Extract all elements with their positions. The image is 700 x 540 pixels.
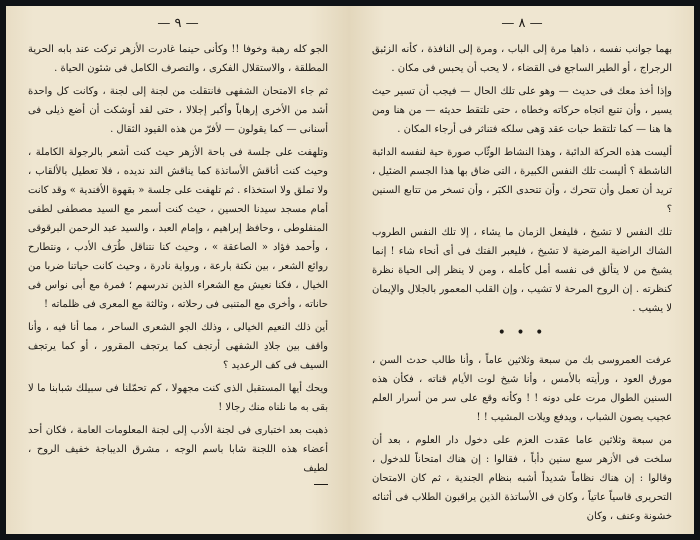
paragraph: من سبعة وثلاثين عاما عقدت العزم على دخول دار العلوم ، بعد أن سلخت فى الأزهر سبع سنين دأباً ، فقالوا : إن هناك امتحاناً للدخول ، وقالوا : إن هناك نظاماً شديداً أشبه بنظام الجندية ، ثم كان الامتحان التحريرى قاسياً عاتياً ، وكان فى الأساتذة الذين يراقبون الطلاب فى أثنائه خشونة وعنف ، وكان: [372, 435, 672, 522]
end-rule: [314, 484, 328, 485]
book-spread: [6, 6, 694, 534]
paragraph: عرفت العمروسى بك من سبعة وثلاثين عاماً ، وأنا طالب حدث السن ، مورق العود ، ورأيته بالأمس ، وأنا شيخ لوت الأيام قناته ، فكأن هذه السنين الطوال مرت على دونه ! ! وكأنه وقع على سر من أسرار العلم عجيب يصون الشباب ، ويدفع ويلات المشيب ! !: [372, 355, 672, 423]
left-page: [6, 6, 350, 534]
paragraph: ذهبت بعد اختبارى فى لجنة الأدب إلى لجنة المعلومات العامة ، فكان أحد أعضاء هذه اللجنة شابا باسم الوجه ، مشرق الديباجة خفيف الروح ، لطيف: [28, 425, 328, 474]
right-page: [350, 6, 694, 534]
page-number-left: — ٩ —: [157, 16, 199, 31]
paragraph: أين ذلك النعيم الخيالى ، وذلك الجو الشعرى الساحر ، مما أنا فيه ، وأنا واقف بين جلادِ الشفهى أرتجف كما يرتجف المقرور ، أو كما يرتجف السيف فى كف الرعديد ؟: [28, 322, 328, 371]
section-divider: • • •: [497, 325, 547, 341]
right-page-text: [372, 40, 672, 526]
paragraph: بهما جوانب نفسه ، ذاهبا مرة إلى الباب ، ومرة إلى النافذة ، كأنه الزئبق الرجراج ، أو الطير الساجع فى القضاء ، لا يحب أن يحبس فى مكان .: [372, 44, 672, 74]
paragraph: أليست هذه الحركة الدائبة ، وهذا النشاط الوثّاب صورة حية لنفسه الدائبة الناشطة ؟ أليست تلك النفس الكبيرة ، التى ضاق بها هذا الجسم الضئيل ، تريد أن تعمل وأن تتحرك ، وأن تتحدى الكبَر ، وأن تسخر من تتابع السنين ؟: [372, 147, 672, 215]
paragraph: الجو كله رهبة وخوفا !! وكأنى حينما غادرت الأزهر تركت عند بابه الحرية المطلقة ، والاستقلال الفكرى ، والتصرف الكامل فى شئون الحياة .: [28, 44, 328, 74]
paragraph: ويحك أيها المستقبل الذى كنت مجهولا ، كم تحمّلنا فى سبيلك شبابنا ما لا بقى به ما نلناه منك رجالا !: [28, 383, 328, 413]
left-page-text: [28, 40, 328, 485]
paragraph: تلك النفس لا تشيخ ، فليفعل الزمان ما يشاء ، إلا تلك النفس الطروب الشاك الراضية المرضية لا تشيخ ، فليعبر الفتك فى أى أنحاء شاء ! إنما يشيخ من لا يتألق فى نفسه أمل كأمله ، ومن لا ينظر إلى الحياة نظرة كنظرته . إن الروح المرحة لا تشيب ، وإن القلب المعمور بالجلال والإيمان لا يشيب .: [372, 227, 672, 314]
paragraph: ثم جاء الامتحان الشفهى فانتقلت من لجنة إلى لجنة ، وكانت كل واحدة أشد من الأخرى إرهاباً وأكبر إجلالا ، حتى لقد أوشكت أن أضع ذيلى فى أسنانى — كما يقولون — لأفرّ من هذه القيود الثقال .: [28, 86, 328, 135]
paragraph: وإذا أخذ معك فى حديث — وهو على تلك الحال — فيجب أن تسير حيث يسير ، وأن تتبع اتجاه حركاته وخطاه ، حتى تلتقط حديثه — من هنا ومن ها هنا — كما تلتقط حبات عقد وَهى سلكه فتناثر فى أرجاء المكان .: [372, 86, 672, 135]
page-number-right: — ٨ —: [501, 16, 543, 31]
paragraph: وتلهفت على جلسة فى باحة الأزهر حيث كنت أشعر بالرجولة الكاملة ، وحيث كنت أناقش الأساتذة كما يناقش الند نديده ، فلا تعطيل بالألقاب ، ولا تملق ولا استخذاء . ثم تلهفت على جلسة « بقهوة الأفندية » وقد كانت أمام مسجد سيدنا الحسين ، حيث كنت أسمر مع السيد مصطفى لطفى المنفلوطى ، وحافظ إبراهيم ، وإمام العبد ، والسيد عبد الرحمن البرقوقى ، وأحمد فؤاد « الصاعقة » ، وحيث كنا نتناقل طُرَف الأدب ، ونتطارح روائع الشعر ، بين نكتة بارعة ، ورواية نادرة ، وحيث كانت حياتنا ضربا من الخيال ، فكنا نعيش مع الشعراء الذين ندرسهم ؛ فمرة مع أبى نواس فى حاناته ، وأخرى مع المتنبى فى رحلاته ، وثالثة مع المعرى فى ظلماته !: [28, 147, 328, 310]
